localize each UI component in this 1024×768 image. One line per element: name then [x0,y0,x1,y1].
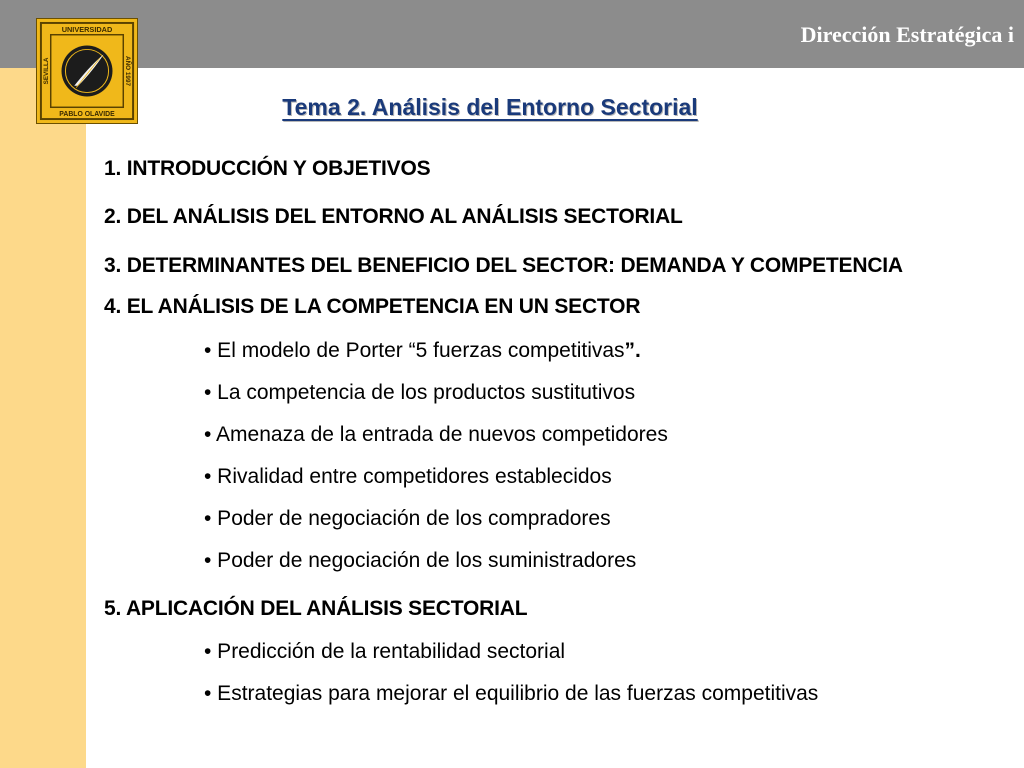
bullet-buyer-power: • Poder de negociación de los compradores [204,507,611,530]
logo-text-left: SEVILLA [42,57,50,85]
bullet-porter-model [204,339,641,363]
logo-text-top: UNIVERSIDAD [61,24,113,34]
bullet-text: • El modelo de Porter “5 fuerzas competitivas [204,339,625,362]
course-title: Dirección Estratégica i [800,22,1014,47]
bullet-rivalry: • Rivalidad entre competidores establecidos [204,465,612,488]
section-5: 5. APLICACIÓN DEL ANÁLISIS SECTORIAL [104,597,528,620]
section-3: 3. DETERMINANTES DEL BENEFICIO DEL SECTOR: DEMANDA Y COMPETENCIA [104,254,903,277]
bullet-profitability: • Predicción de la rentabilidad sectorial [204,640,566,663]
bullet-suffix: ”. [624,339,641,362]
slide-title-text: Tema 2. Análisis del Entorno Sectorial [282,94,698,120]
section-4: 4. EL ANÁLISIS DE LA COMPETENCIA EN UN SECTOR [104,295,641,318]
bullet-new-entrants: • Amenaza de la entrada de nuevos competidores [204,423,668,446]
bullet-supplier-power: • Poder de negociación de los suministradores [204,549,637,572]
bullet-substitutes: • La competencia de los productos sustitutivos [204,381,636,404]
logo-text-right: AÑO 1997 [124,55,132,87]
logo-text-bottom: PABLO OLAVIDE [59,111,115,119]
bullet-strategies: • Estrategias para mejorar el equilibrio de las fuerzas competitivas [204,682,819,705]
section-1: 1. INTRODUCCIÓN Y OBJETIVOS [104,157,431,180]
section-2: 2. DEL ANÁLISIS DEL ENTORNO AL ANÁLISIS SECTORIAL [104,205,683,228]
